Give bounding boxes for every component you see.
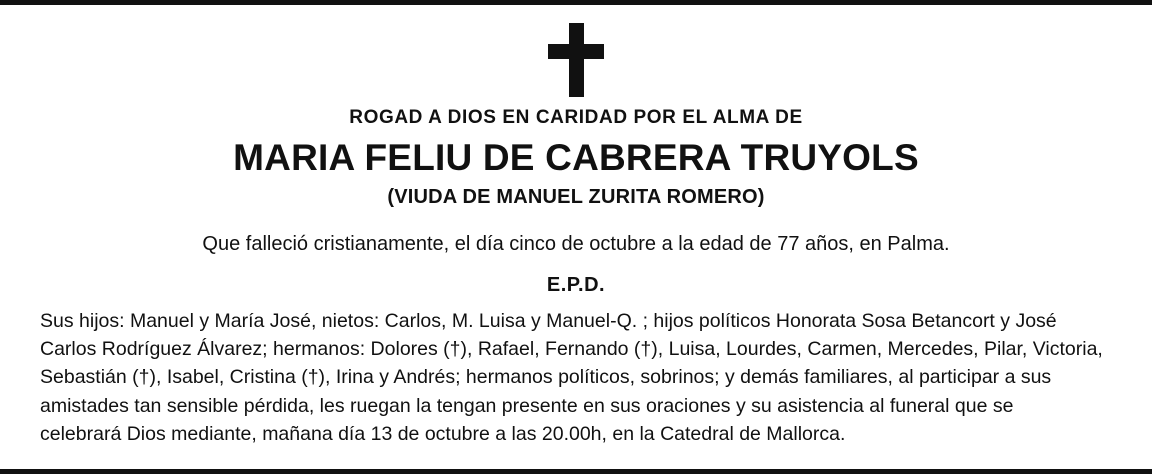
epd-line: E.P.D.	[546, 273, 606, 296]
family-message-line: amistades tan sensible pérdida, les ruegan la tengan presente en sus oraciones y su asistencia al funeral que se	[40, 394, 1014, 417]
family-message-line: celebrará Dios mediante, mañana día 13 de octubre a las 20.00h, en la Catedral de Mallorca.	[40, 422, 846, 445]
cross-vertical-bar	[569, 23, 584, 97]
deceased-name: MARIA FELIU DE CABRERA TRUYOLS	[233, 137, 919, 178]
death-details-line: Que falleció cristianamente, el día cinco de octubre a la edad de 77 años, en Palma.	[202, 232, 950, 255]
family-message	[40, 307, 1112, 448]
family-message-line: Sebastián (†), Isabel, Cristina (†), Irina y Andrés; hermanos políticos, sobrinos; y demás familiares, al participar a sus	[40, 366, 1052, 389]
cross-horizontal-bar	[548, 44, 604, 59]
cross-container	[40, 23, 1112, 101]
latin-cross-icon	[548, 23, 604, 97]
pray-line: ROGAD A DIOS EN CARIDAD POR EL ALMA DE	[349, 107, 803, 128]
family-message-line: Sus hijos: Manuel y María José, nietos: Carlos, M. Luisa y Manuel-Q. ; hijos políticos Honorata Sosa Betancort y José	[40, 309, 1057, 332]
family-message-line: Carlos Rodríguez Álvarez; hermanos: Dolores (†), Rafael, Fernando (†), Luisa, Lourdes, Carmen, Mercedes, Pilar, Victoria,	[40, 338, 1103, 361]
spouse-line: (VIUDA DE MANUEL ZURITA ROMERO)	[387, 185, 765, 208]
